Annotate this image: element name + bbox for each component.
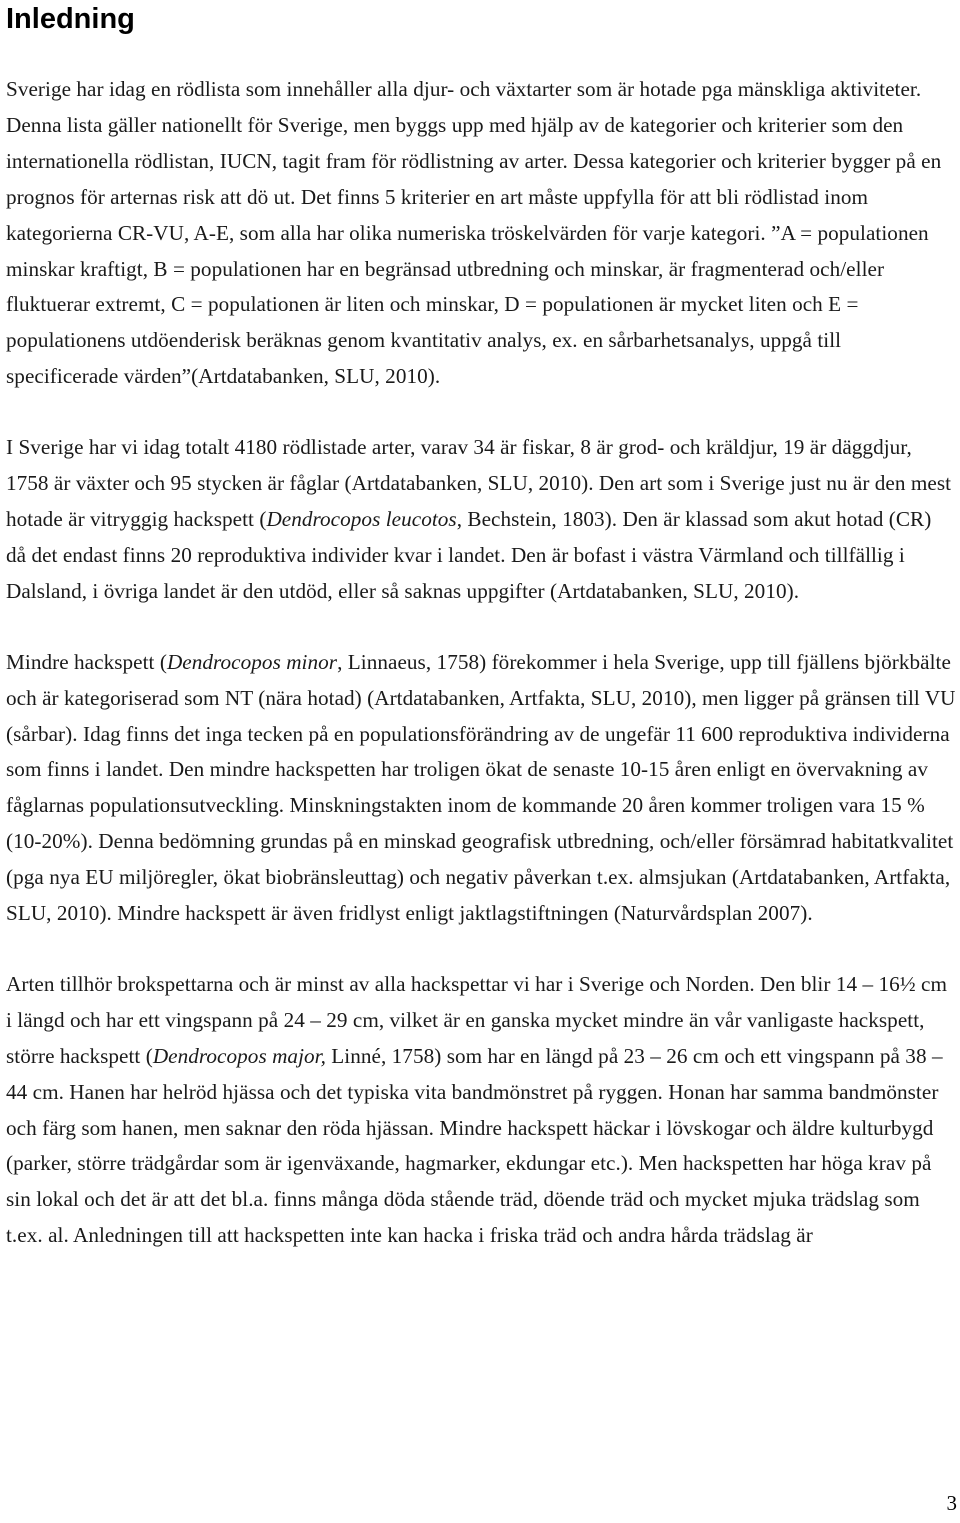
species-name: Dendrocopos minor [166, 649, 338, 674]
paragraph-text: Arten tillhör brokspettarna och är minst av alla hackspettar vi har i Sverige och Norden. Den blir 14 – 16½ cm i längd och har ett vingspann på 24 – 29 cm, vilket är en ganska mycket mindre än vår vanligaste hackspett, större hackspett ( [6, 971, 948, 1068]
paragraph-text: I Sverige har vi idag totalt 4180 rödlistade arter, varav 34 är fiskar, 8 är grod- och kräldjur, 19 är däggdjur, 1758 är växter och 95 stycken är fåglar (Artdatabanken, SLU, 2010). Den art som i Sverige just nu är den mest hotade är vitryggig hackspett ( [6, 435, 952, 531]
paragraph-species-description [6, 967, 956, 1254]
paragraph-text: Mindre hackspett ( [6, 649, 167, 674]
paragraph-text: , Bechstein, 1803). Den är klassad som akut hotad (CR) då det endast finns 20 reproduktiva individer kvar i landet. Den är bofast i västra Värmland och tillfällig i Dalsland, i övriga landet är den utdöd, eller så saknas uppgifter (Artdatabanken, SLU, 2010). [6, 506, 932, 603]
species-name: Dendrocopos major, [152, 1043, 326, 1068]
paragraph-text: Linné, 1758) som har en längd på 23 – 26 cm och ett vingspann på 38 – 44 cm. Hanen har helröd hjässa och det typiska vita bandmönstret på ryggen. Honan har samma bandmönster och färg som hanen, men saknar den röda hjässan. Mindre hackspett häckar i lövskogar och äldre kulturbygd (parker, större trädgårdar som är igenväxande, hagmarker, ekdungar etc.). Men hackspetten har höga krav på sin lokal och det är att det bl.a. finns många döda stående träd, döende träd och mycket mjuka trädslag som t.ex. al. Anledningen till att hackspetten inte kan hacka i friska träd och andra hårda trädslag är [6, 1043, 943, 1248]
page-number: 3 [946, 1491, 957, 1515]
paragraph-lesser-woodpecker-status [6, 645, 956, 932]
section-heading: Inledning [6, 3, 135, 35]
document-page [6, 0, 956, 1254]
paragraph-text: Sverige har idag en rödlista som innehåller alla djur- och växtarter som är hotade pga mänskliga aktiviteter. Denna lista gäller nationellt för Sverige, men byggs upp med hjälp av de kategorier och kriterier som den internationella rödlistan, IUCN, tagit fram för rödlistning av arter. Dessa kategorier och kriterier bygger på en prognos för arternas risk att dö ut. Det finns 5 kriterier en art måste uppfylla för att bli rödlistad inom kategorierna CR-VU, A-E, som alla har olika numeriska tröskelvärden för varje kategori. ”A = populationen minskar kraftigt, B = populationen har en begränsad utbredning och minskar, är fragmenterad och/eller fluktuerar extremt, C = populationen är liten och minskar, D = populationen är mycket liten och E = populationens utdöenderisk beräknas genom kvantitativ analys, ex. en sårbarhetsanalys, uppgå till specificerade värden”(Artdatabanken, SLU, 2010). [6, 77, 942, 389]
species-name: Dendrocopos leucotos [266, 506, 457, 531]
paragraph-text: , Linnaeus, 1758) förekommer i hela Sverige, upp till fjällens björkbälte och är kategoriserad som NT (nära hotad) (Artdatabanken, Artfakta, SLU, 2010), men ligger på gränsen till VU (sårbar). Idag finns det inga tecken på en populationsförändring av de ungefär 11 600 reproduktiva individerna som finns i landet. Den mindre hackspetten har troligen ökat de senaste 10-15 åren enligt en övervakning av fåglarnas populationsutveckling. Minskningstakten inom de kommande 20 åren kommer troligen vara 15 % (10-20%). Denna bedömning grundas på en minskad geografisk utbredning, och/eller försämrad habitatkvalitet (pga nya EU miljöregler, ökat biobränsleuttag) och negativ påverkan t.ex. almsjukan (Artdatabanken, Artfakta, SLU, 2010). Mindre hackspett är även fridlyst enligt jaktlagstiftningen (Naturvårdsplan 2007). [6, 649, 956, 926]
paragraph-redlisted-species [6, 430, 956, 610]
paragraph-redlist-intro [6, 72, 956, 395]
